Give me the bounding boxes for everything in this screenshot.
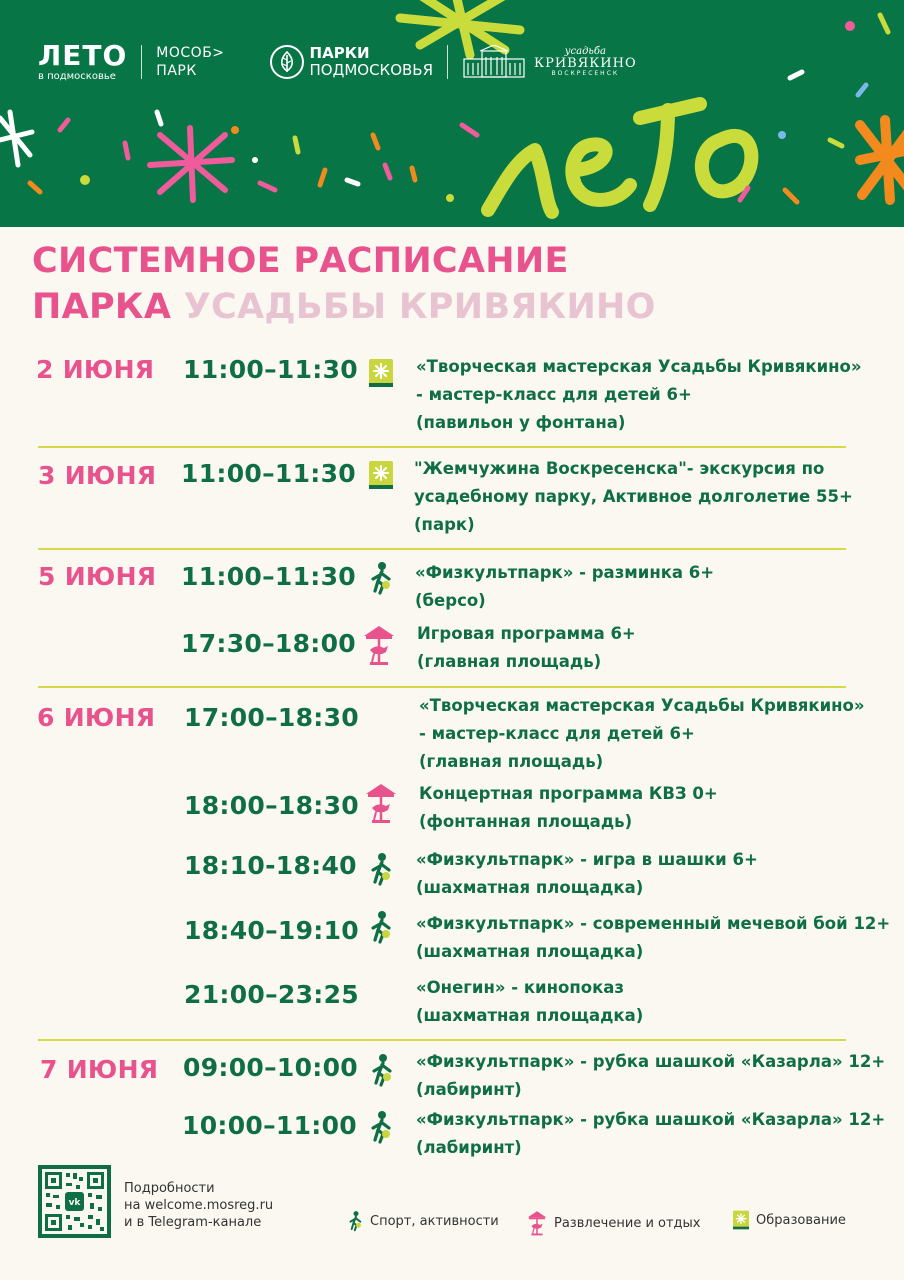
sport-icon: [348, 1210, 364, 1232]
leaf-icon: [270, 45, 304, 79]
event-line: «Физкультпарк» - современный мечевой бой 12+: [416, 914, 891, 933]
date-label: 2 ИЮНЯ: [36, 355, 155, 384]
event-line: «Физкультпарк» - разминка 6+: [415, 563, 715, 582]
sport-icon: [369, 561, 395, 595]
logo-parki-line1: ПАРКИ: [309, 43, 370, 62]
event-line: «Творческая мастерская Усадьбы Кривякино»: [419, 696, 865, 715]
event-time: 10:00–11:00: [182, 1111, 357, 1140]
logo-parki-podmoskovya: [270, 45, 434, 80]
day-divider: [38, 686, 846, 688]
event-line: (парк): [414, 515, 475, 534]
logo-kriv-name: КРИВЯКИНО: [534, 56, 637, 72]
logo-mosob-line2: ПАРК: [156, 63, 197, 79]
logo-leto-subtext: в подмосковье: [38, 71, 116, 82]
event-time: 11:00–11:30: [183, 355, 358, 384]
event-description: [417, 620, 636, 676]
sport-icon: [369, 1110, 395, 1144]
qr-code[interactable]: [38, 1165, 111, 1238]
event-time: 17:30–18:00: [181, 629, 356, 658]
confetti-decoration: [0, 0, 904, 227]
footer-info-line: и в Telegram-канале: [124, 1215, 262, 1230]
event-time: 18:10-18:40: [184, 851, 357, 880]
event-time: 09:00–10:00: [183, 1053, 358, 1082]
date-label: 5 ИЮНЯ: [38, 562, 157, 591]
event-line: «Онегин» - кинопоказ: [416, 978, 625, 997]
partner-logos: [38, 40, 637, 84]
event-line: (лабиринт): [416, 1138, 522, 1157]
legend-fun: [526, 1210, 701, 1236]
event-line: «Физкультпарк» - игра в шашки 6+: [416, 850, 758, 869]
carousel-icon: [526, 1210, 548, 1236]
event-description: [416, 1106, 885, 1162]
event-line: Игровая программа 6+: [417, 624, 636, 643]
event-line: (шахматная площадка): [416, 942, 644, 961]
legend-fun-label: Развлечение и отдых: [554, 1215, 701, 1231]
logo-mosob-line1: МОСОБ>: [156, 44, 225, 61]
event-description: [416, 974, 643, 1030]
logo-leto: [38, 39, 128, 82]
event-line: Концертная программа КВЗ 0+: [419, 784, 718, 803]
event-time: 17:00–18:30: [184, 703, 359, 732]
event-description: [414, 455, 853, 539]
header-banner: [0, 0, 904, 227]
legend-edu: [732, 1210, 846, 1230]
education-icon: [368, 358, 394, 388]
event-line: «Физкультпарк» - рубка шашкой «Казарла» 12+: [416, 1052, 886, 1071]
event-time: 18:00–18:30: [184, 791, 359, 820]
date-label: 3 ИЮНЯ: [38, 461, 157, 490]
logo-mosobpark: [156, 44, 224, 80]
event-time: 21:00–23:25: [184, 980, 359, 1009]
sport-icon: [370, 1053, 396, 1087]
page-title: [32, 238, 656, 330]
manor-house-icon: [462, 45, 526, 79]
footer-info: [124, 1180, 273, 1231]
legend-sport-label: Спорт, активности: [370, 1213, 499, 1229]
event-line: "Жемчужина Воскресенска"- экскурсия по: [414, 459, 825, 478]
event-time: 11:00–11:30: [181, 562, 356, 591]
event-line: усадебному парку, Активное долголетие 55+: [414, 487, 853, 506]
logo-usadba-krivyakino: [462, 45, 637, 79]
event-line: (берсо): [415, 591, 486, 610]
logo-leto-text: ЛЕТО: [38, 39, 128, 72]
logo-parki-line2: ПОДМОСКОВЬЯ: [309, 61, 434, 79]
logo-kriv-sub: ВОСКРЕСЕНСК: [551, 70, 620, 78]
education-icon: [732, 1210, 750, 1230]
event-line: - мастер-класс для детей 6+: [416, 385, 692, 404]
event-description: [416, 1048, 885, 1104]
day-divider: [38, 548, 846, 550]
legend-edu-label: Образование: [756, 1212, 846, 1228]
event-time: 11:00–11:30: [181, 459, 356, 488]
education-icon: [368, 460, 394, 490]
event-description: [415, 559, 714, 615]
logo-divider: [141, 45, 142, 79]
logo-divider-2: [447, 45, 448, 79]
carousel-icon: [364, 782, 398, 824]
title-line-2b: УСАДЬБЫ КРИВЯКИНО: [183, 287, 656, 327]
event-description: [416, 353, 862, 437]
event-line: (шахматная площадка): [416, 1006, 644, 1025]
event-description: [416, 910, 890, 966]
event-line: (главная площадь): [417, 652, 602, 671]
footer-info-line[interactable]: на welcome.mosreg.ru: [124, 1198, 274, 1213]
legend-sport: [348, 1210, 499, 1232]
event-line: (шахматная площадка): [416, 878, 644, 897]
day-divider: [38, 446, 846, 448]
sport-icon: [369, 910, 395, 944]
title-line-1: СИСТЕМНОЕ РАСПИСАНИЕ: [32, 241, 569, 281]
title-line-2a: ПАРКА: [32, 287, 172, 327]
event-line: - мастер-класс для детей 6+: [419, 724, 695, 743]
carousel-icon: [362, 624, 396, 666]
svg-text:vk: vk: [68, 1198, 81, 1208]
event-line: «Творческая мастерская Усадьбы Кривякино»: [416, 357, 862, 376]
event-time: 18:40–19:10: [184, 916, 359, 945]
event-line: «Физкультпарк» - рубка шашкой «Казарла» 12+: [416, 1110, 886, 1129]
logo-kriv-script: усадьба: [564, 46, 606, 58]
date-label: 6 ИЮНЯ: [37, 703, 156, 732]
event-description: [419, 780, 718, 836]
event-line: (павильон у фонтана): [416, 413, 626, 432]
day-divider: [38, 1039, 846, 1041]
event-description: [416, 846, 758, 902]
event-line: (фонтанная площадь): [419, 812, 633, 831]
event-line: (главная площадь): [419, 752, 604, 771]
footer-info-line: Подробности: [124, 1181, 215, 1196]
event-line: (лабиринт): [416, 1080, 522, 1099]
sport-icon: [369, 852, 395, 886]
date-label: 7 ИЮНЯ: [40, 1055, 159, 1084]
event-description: [419, 692, 865, 776]
